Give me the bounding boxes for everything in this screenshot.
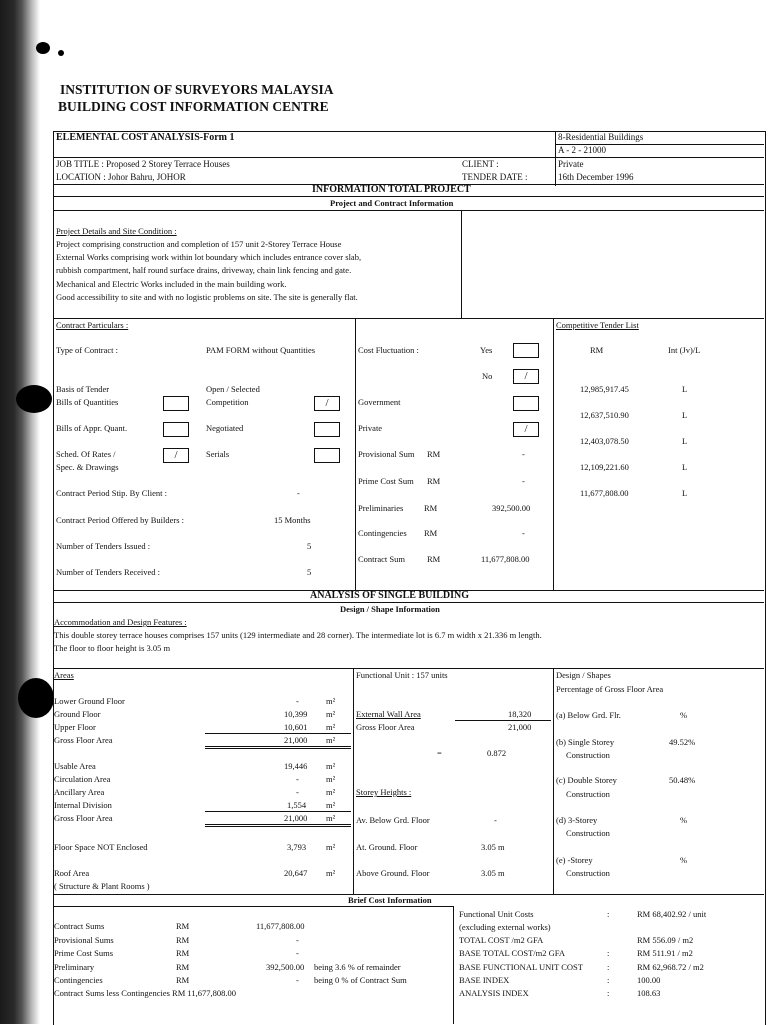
form-title: ELEMENTAL COST ANALYSIS-Form 1 xyxy=(56,132,235,143)
contract-sum-label: Contract Sum xyxy=(358,554,405,564)
open-label: Open / Selected xyxy=(206,384,260,394)
cost-value: 392,500.00 xyxy=(266,962,305,972)
cost-note: being 3.6 % of remainder xyxy=(314,962,401,972)
contract-sum-rm: RM xyxy=(427,554,441,564)
ext-wall-value: 18,320 xyxy=(508,709,532,719)
tender-flag: L xyxy=(682,462,688,472)
tender-list-heading: Competitive Tender List xyxy=(556,320,639,330)
area-unit: m² xyxy=(326,722,336,732)
competition-label: Competition xyxy=(206,397,249,407)
area-value: - xyxy=(296,787,299,797)
index-label: BASE TOTAL COST/m2 GFA xyxy=(459,948,565,958)
period-builder-label: Contract Period Offered by Builders : xyxy=(56,515,185,525)
punch-hole-bottom xyxy=(18,678,54,718)
ink-mark xyxy=(58,50,64,56)
shape-label: (e) -Storey xyxy=(556,855,593,865)
above-label: Above Ground. Floor xyxy=(356,868,430,878)
appr-label: Bills of Appr. Quant. xyxy=(56,423,128,433)
index-colon: : xyxy=(607,909,610,919)
index-value: RM 556.09 / m2 xyxy=(637,935,694,945)
prelim-rm: RM xyxy=(424,503,438,513)
serials-checkbox[interactable] xyxy=(314,448,340,463)
contract-sum-value: 11,677,808.00 xyxy=(481,554,530,564)
index-value: RM 62,968.72 / m2 xyxy=(637,962,704,972)
area-unit: m² xyxy=(326,774,336,784)
period-builder-value: 15 Months xyxy=(274,515,311,525)
tender-amount: 12,109,221.60 xyxy=(580,462,629,472)
negotiated-label: Negotiated xyxy=(206,423,244,433)
index-value: 108.63 xyxy=(637,988,661,998)
client-value: Private xyxy=(558,159,584,169)
shape-value: % xyxy=(680,855,688,865)
analysis-heading: ANALYSIS OF SINGLE BUILDING xyxy=(310,590,470,601)
ratio-dash: = xyxy=(437,748,442,758)
no-checkbox[interactable]: / xyxy=(513,369,539,384)
tenders-received-label: Number of Tenders Received : xyxy=(56,567,161,577)
private-label: Private xyxy=(358,423,383,433)
area-unit: m² xyxy=(326,868,336,878)
area-label: Lower Ground Floor xyxy=(54,696,125,706)
roof-label: Roof Area xyxy=(54,868,90,878)
index-label: TOTAL COST /m2 GFA xyxy=(459,935,544,945)
contingencies-value: - xyxy=(522,528,525,538)
tender-list-col-int: Int (Jv)/L xyxy=(668,345,701,355)
punch-hole-top xyxy=(16,385,52,413)
shape-sub: Construction xyxy=(566,750,610,760)
area-value: 21,000 xyxy=(284,813,308,823)
prelim-label: Preliminaries xyxy=(358,503,404,513)
tender-flag: L xyxy=(682,488,688,498)
index-value: 100.00 xyxy=(637,975,661,985)
contingencies-label: Contingencies xyxy=(358,528,407,538)
features-line: This double storey terrace houses comprises 157 units (129 intermediate and 28 corner). The intermediate lot is 6.7 m width x 21.336 m length. xyxy=(54,630,542,640)
area-unit: m² xyxy=(326,787,336,797)
cost-label: Preliminary xyxy=(54,962,95,972)
index-value: RM 511.91 / m2 xyxy=(637,948,693,958)
area-value: 21,000 xyxy=(284,735,308,745)
shape-sub: Construction xyxy=(566,828,610,838)
index-colon: : xyxy=(607,988,610,998)
area-label: Internal Division xyxy=(54,800,112,810)
area-value: 19,446 xyxy=(284,761,308,771)
shape-sub: Construction xyxy=(566,868,610,878)
area-unit: m² xyxy=(326,800,336,810)
job-title: JOB TITLE : Proposed 2 Storey Terrace Houses xyxy=(56,159,230,169)
header-line2: BUILDING COST INFORMATION CENTRE xyxy=(58,99,329,114)
area-label: Ancillary Area xyxy=(54,787,105,797)
form-ref: A - 2 - 21000 xyxy=(558,145,606,155)
government-checkbox[interactable] xyxy=(513,396,539,411)
index-colon: : xyxy=(607,962,610,972)
index-label: Functional Unit Costs xyxy=(459,909,534,919)
info-heading: INFORMATION TOTAL PROJECT xyxy=(312,184,471,195)
index-colon: : xyxy=(607,975,610,985)
shape-label: (d) 3-Storey xyxy=(556,815,598,825)
prime-sum-value: - xyxy=(522,476,525,486)
negotiated-checkbox[interactable] xyxy=(314,422,340,437)
shape-sub: Construction xyxy=(566,789,610,799)
prov-sum-label: Provisional Sum xyxy=(358,449,415,459)
not-enclosed-value: 3,793 xyxy=(287,842,307,852)
index-colon: : xyxy=(607,948,610,958)
functional-unit: Functional Unit : 157 units xyxy=(356,670,448,680)
form-category: 8-Residential Buildings xyxy=(558,132,644,142)
details-heading: Project Details and Site Condition : xyxy=(56,226,177,236)
tender-flag: L xyxy=(682,410,688,420)
shape-value: 50.48% xyxy=(669,775,696,785)
cost-rm: RM xyxy=(176,962,190,972)
ink-mark xyxy=(36,42,50,54)
contract-heading: Contract Particulars : xyxy=(56,320,129,330)
index-value: RM 68,402.92 / unit xyxy=(637,909,707,919)
roof-note: ( Structure & Plant Rooms ) xyxy=(54,881,150,891)
yes-checkbox[interactable] xyxy=(513,343,539,358)
tender-list-col-rm: RM xyxy=(590,345,604,355)
area-unit: m² xyxy=(326,696,336,706)
tender-amount: 12,637,510.90 xyxy=(580,410,629,420)
tender-amount: 11,677,808.00 xyxy=(580,488,629,498)
basis-label: Basis of Tender xyxy=(56,384,110,394)
cost-label: Contingencies xyxy=(54,975,103,985)
not-enclosed-label: Floor Space NOT Enclosed xyxy=(54,842,148,852)
area-unit: m² xyxy=(326,842,336,852)
cost-rm: RM xyxy=(176,935,190,945)
prov-sum-value: - xyxy=(522,449,525,459)
cost-note: being 0 % of Contract Sum xyxy=(314,975,407,985)
storey-heading: Storey Heights : xyxy=(356,787,412,797)
sched-checkbox[interactable]: / xyxy=(163,448,189,463)
cost-value: - xyxy=(296,948,299,958)
sched-label: Sched. Of Rates / xyxy=(56,449,116,459)
cost-label: Provisional Sums xyxy=(54,935,114,945)
area-label: Upper Floor xyxy=(54,722,96,732)
boq-checkbox[interactable] xyxy=(163,396,189,411)
design-shapes-subheading: Percentage of Gross Floor Area xyxy=(556,684,664,694)
prime-sum-label: Prime Cost Sum xyxy=(358,476,414,486)
location: LOCATION : Johor Bahru, JOHOR xyxy=(56,172,186,182)
cost-label: Contract Sums xyxy=(54,921,105,931)
area-unit: m² xyxy=(326,709,336,719)
cost-value: - xyxy=(296,975,299,985)
roof-value: 20,647 xyxy=(284,868,308,878)
cost-label: Prime Cost Sums xyxy=(54,948,114,958)
client-label: CLIENT : xyxy=(462,159,499,169)
tender-date-value: 16th December 1996 xyxy=(558,172,634,182)
features-line: The floor to floor height is 3.05 m xyxy=(54,643,171,653)
details-line: rubbish compartment, half round surface drains, driveway, chain link fencing and gate. xyxy=(56,265,352,275)
at-value: 3.05 m xyxy=(481,842,505,852)
fluctuation-label: Cost Fluctuation : xyxy=(358,345,419,355)
features-heading: Accommodation and Design Features : xyxy=(54,617,187,627)
spec-label: Spec. & Drawings xyxy=(56,462,119,472)
prime-rm: RM xyxy=(427,476,441,486)
below-value: - xyxy=(494,815,497,825)
prelim-value: 392,500.00 xyxy=(492,503,531,513)
index-label: ANALYSIS INDEX xyxy=(459,988,529,998)
shape-label: (b) Single Storey xyxy=(556,737,615,747)
tenders-received-value: 5 xyxy=(307,567,312,577)
tender-flag: L xyxy=(682,436,688,446)
analysis-subheading: Design / Shape Information xyxy=(340,604,440,614)
area-label: Usable Area xyxy=(54,761,96,771)
details-line: Project comprising construction and completion of 157 unit 2-Storey Terrace House xyxy=(56,239,342,249)
competition-checkbox[interactable]: / xyxy=(314,396,340,411)
period-client-label: Contract Period Stip. By Client : xyxy=(56,488,167,498)
area-label: Ground Floor xyxy=(54,709,101,719)
details-line: External Works comprising work within lot boundary which includes entrance cover slab, xyxy=(56,252,362,262)
government-label: Government xyxy=(358,397,401,407)
scan-edge-shadow xyxy=(0,0,40,1024)
boq-label: Bills of Quantities xyxy=(56,397,119,407)
serials-label: Serials xyxy=(206,449,230,459)
area-value: - xyxy=(296,696,299,706)
cost-value: - xyxy=(296,935,299,945)
fu-gfa-label: Gross Floor Area xyxy=(356,722,415,732)
area-value: - xyxy=(296,774,299,784)
area-unit: m² xyxy=(326,761,336,771)
shape-label: (a) Below Grd. Flr. xyxy=(556,710,621,720)
private-checkbox[interactable]: / xyxy=(513,422,539,437)
tender-amount: 12,985,917.45 xyxy=(580,384,629,394)
cost-rm: RM xyxy=(176,975,190,985)
tender-flag: L xyxy=(682,384,688,394)
below-label: Av. Below Grd. Floor xyxy=(356,815,430,825)
shape-value: % xyxy=(680,710,688,720)
cost-rm: RM xyxy=(176,948,190,958)
tender-date-label: TENDER DATE : xyxy=(462,172,528,182)
shape-value: 49.52% xyxy=(669,737,696,747)
contract-type-label: Type of Contract : xyxy=(56,345,118,355)
info-subheading: Project and Contract Information xyxy=(330,198,454,208)
above-value: 3.05 m xyxy=(481,868,505,878)
design-shapes-heading: Design / Shapes xyxy=(556,670,611,680)
ext-wall-label: External Wall Area xyxy=(356,709,421,719)
area-unit: m² xyxy=(326,813,336,823)
index-label: BASE INDEX xyxy=(459,975,510,985)
tenders-issued-label: Number of Tenders Issued : xyxy=(56,541,151,551)
brief-cost-heading: Brief Cost Information xyxy=(348,895,432,905)
at-label: At. Ground. Floor xyxy=(356,842,418,852)
area-value: 10,601 xyxy=(284,722,308,732)
less-contingencies: Contract Sums less Contingencies RM 11,677,808.00 xyxy=(54,988,236,998)
area-label: Gross Floor Area xyxy=(54,813,113,823)
cost-rm: RM xyxy=(176,921,190,931)
cost-value: 11,677,808.00 xyxy=(256,921,305,931)
appr-checkbox[interactable] xyxy=(163,422,189,437)
yes-label: Yes xyxy=(480,345,493,355)
no-label: No xyxy=(482,371,493,381)
fu-gfa-value: 21,000 xyxy=(508,722,532,732)
details-line: Good accessibility to site and with no logistic problems on site. The site is generally flat. xyxy=(56,292,358,302)
shape-label: (c) Double Storey xyxy=(556,775,617,785)
index-label: (excluding external works) xyxy=(459,922,551,932)
area-label: Circulation Area xyxy=(54,774,111,784)
area-label: Gross Floor Area xyxy=(54,735,113,745)
ratio-value: 0.872 xyxy=(487,748,507,758)
contingencies-rm: RM xyxy=(424,528,438,538)
area-unit: m² xyxy=(326,735,336,745)
shape-value: % xyxy=(680,815,688,825)
header-line1: INSTITUTION OF SURVEYORS MALAYSIA xyxy=(60,82,334,97)
area-value: 10,399 xyxy=(284,709,308,719)
details-line: Mechanical and Electric Works included in the main building work. xyxy=(56,279,287,289)
area-value: 1,554 xyxy=(287,800,307,810)
tenders-issued-value: 5 xyxy=(307,541,312,551)
areas-heading: Areas xyxy=(54,670,74,680)
period-client-value: - xyxy=(297,488,300,498)
prov-rm: RM xyxy=(427,449,441,459)
contract-type-value: PAM FORM without Quantities xyxy=(206,345,316,355)
index-label: BASE FUNCTIONAL UNIT COST xyxy=(459,962,583,972)
tender-amount: 12,403,078.50 xyxy=(580,436,629,446)
